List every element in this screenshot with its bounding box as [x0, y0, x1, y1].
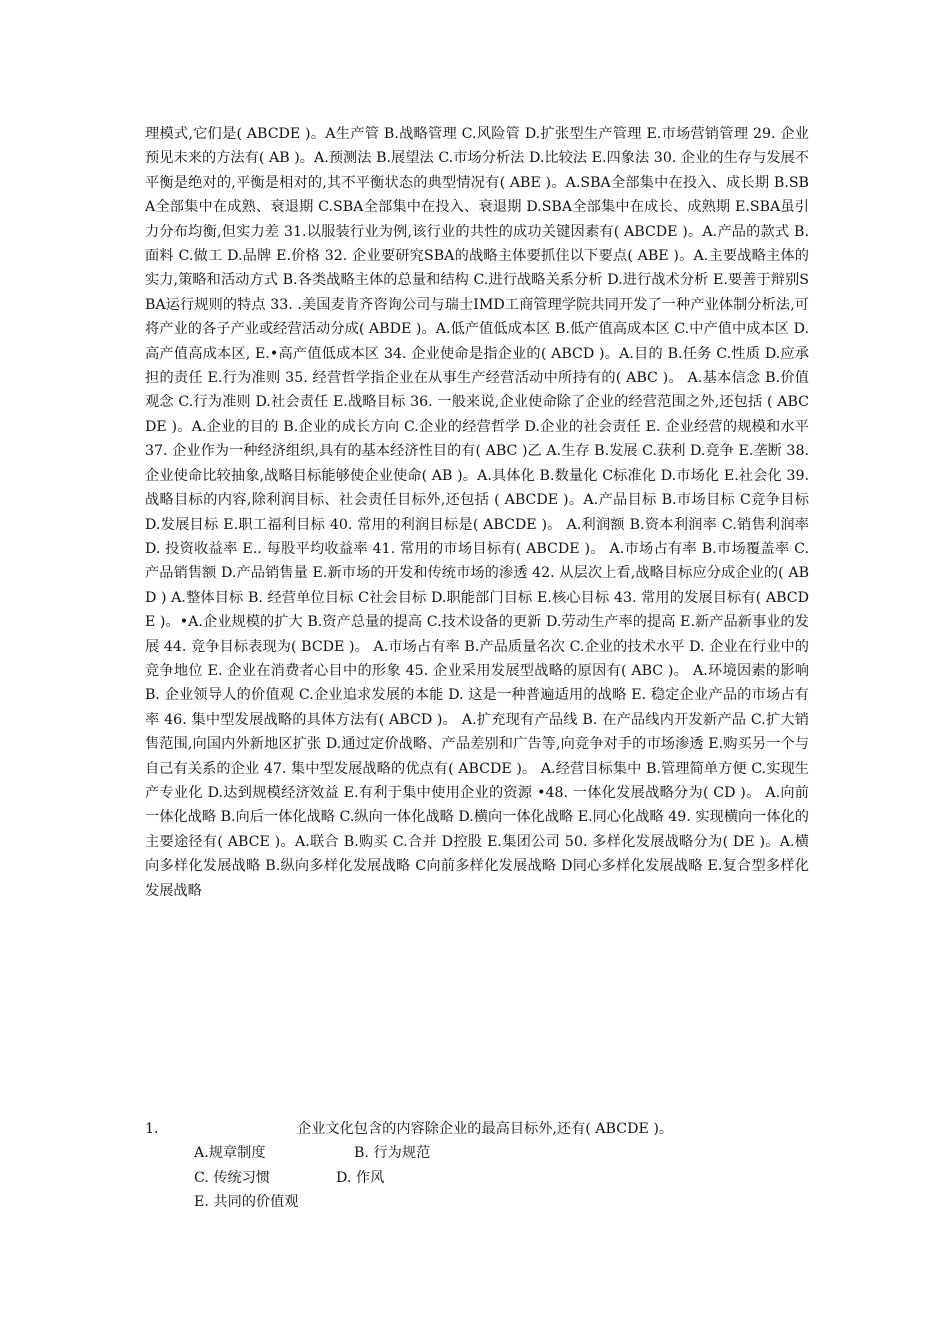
option-c: C. 传统习惯 [194, 1169, 271, 1186]
question-stem-row [145, 1117, 809, 1141]
option-e: E. 共同的价值观 [194, 1194, 299, 1211]
option-d: D. 作风 [336, 1169, 385, 1186]
question-stem: 企业文化包含的内容除企业的最高目标外,还有( ABCDE )。 [297, 1121, 674, 1137]
question-number: 1. [145, 1121, 159, 1137]
option-row-ab [145, 1141, 809, 1165]
question-block [145, 1117, 809, 1215]
question-list-paragraph: 理模式,它们是( ABCDE )。A生产管 B.战略管理 C.风险管 D.扩张型生产管理 E.市场营销管理 29. 企业预见未来的方法有( AB )。A.预测法 B.展望法 C.市场分析法 D.比较法 E.四象法 30. 企业的生存与发展不平衡是绝对的,平衡是相对的,其不平衡状态的典型情况有( ABE )。A.SBA全部集中在投入、成长期 B.SBA全部集中在成熟、衰退期 C.SBA全部集中在投入、衰退期 D.SBA全部集中在成长、成熟期 E.SBA虽引力分布均衡,但实力差 31.以服装行业为例,该行业的共性的成功关键因素有( ABCDE )。A.产品的款式 B.面料 C.做工 D.品牌 E.价格 32. 企业要研究SBA的战略主体要抓住以下要点( ABE )。A.主要战略主体的实力,策略和活动方式 B.各类战略主体的总量和结构 C.进行战略关系分析 D.进行战术分析 E.要善于辩别SBA运行规则的特点 33. .美国麦肯齐咨询公司与瑞士IMD工商管理学院共同开发了一种产业体制分析法,可将产业的各子产业或经营活动分成( ABDE )。A.低产值低成本区 B.低产值高成本区 C.中产值中成本区 D.高产值高成本区, E.•高产值低成本区 34. 企业使命是指企业的( ABCD )。A.目的 B.任务 C.性质 D.应承担的责任 E.行为准则 35. 经营哲学指企业在从事生产经营活动中所持有的( ABC )。 A.基本信念 B.价值观念 C.行为准则 D.社会责任 E.战略目标 36. 一般来说,企业使命除了企业的经营范围之外,还包括 ( ABCDE )。A.企业的目的 B.企业的成长方向 C.企业的经营哲学 D.企业的社会责任 E. 企业经营的规模和水平 37. 企业作为一种经济组织,具有的基本经济性目的有( ABC )乙 A.生存 B.发展 C.获利 D.竞争 E.垄断 38. 企业使命比较抽象,战略目标能够使企业使命( AB )。A.具体化 B.数量化 C标准化 D.市场化 E.社会化 39. 战略目标的内容,除利润目标、社会责任目标外,还包括 ( ABCDE )。A.产品目标 B.市场目标 C竞争目标 D.发展目标 E.职工福利目标 40. 常用的利润目标是( ABCDE )。 A.利润额 B.资本利润率 C.销售利润率 D. 投资收益率 E.. 每股平均收益率 41. 常用的市场目标有( ABCDE )。 A.市场占有率 B.市场覆盖率 C.产品销售额 D.产品销售量 E.新市场的开发和传统市场的渗透 42. 从层次上看,战略目标应分成企业的( ABD ) A.整体目标 B. 经营单位目标 C社会目标 D.职能部门目标 E.核心目标 43. 常用的发展目标有( ABCDE )。•A.企业规模的扩大 B.资产总量的提高 C.技术设备的更新 D.劳动生产率的提高 E.新产品新事业的发展 44. 竞争目标表现为( BCDE )。 A.市场占有率 B.产品质量名次 C.企业的技术水平 D. 企业在行业中的竞争地位 E. 企业在消费者心目中的形象 45. 企业采用发展型战略的原因有( ABC )。 A.环境因素的影响 B. 企业领导人的价值观 C.企业追求发展的本能 D. 这是一种普遍适用的战略 E. 稳定企业产品的市场占有率 46. 集中型发展战略的具体方法有( ABCD )。 A.扩充现有产品线 B. 在产品线内开发新产品 C.扩大销售范围,向国内外新地区扩张 D.通过定价战略、产品差别和广告等,向竞争对手的市场渗透 E.购买另一个与自己有关系的企业 47. 集中型发展战略的优点有( ABCDE )。 A.经营目标集中 B.管理简单方便 C.实现生产专业化 D.达到规模经济效益 E.有利于集中使用企业的资源 •48. 一体化发展战略分为( CD )。 A.向前一体化战略 B.向后一体化战略 C.纵向一体化战略 D.横向一体化战略 E.同心化战略 49. 实现横向一体化的主要途径有( ABCE )。A.联合 B.购买 C.合并 D控股 E.集团公司 50. 多样化发展战略分为( DE )。A.横向多样化发展战略 B.纵向多样化发展战略 C向前多样化发展战略 D同心多样化发展战略 E.复合型多样化发展战略 [145, 126, 809, 899]
option-b: B. 行为规范 [354, 1145, 431, 1162]
option-a: A.规章制度 [194, 1145, 266, 1162]
option-row-cd [145, 1166, 809, 1190]
option-row-e [145, 1190, 809, 1214]
